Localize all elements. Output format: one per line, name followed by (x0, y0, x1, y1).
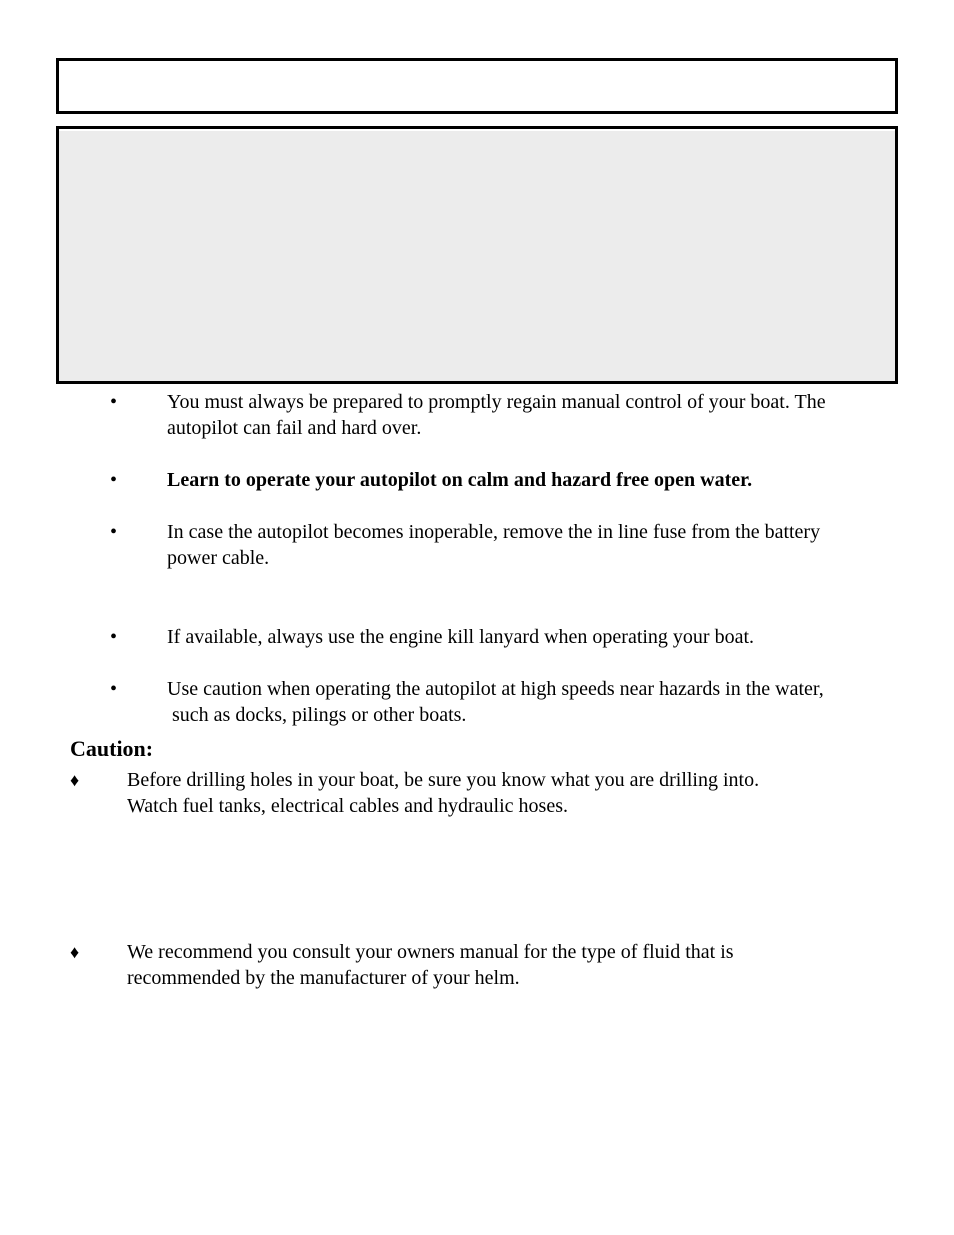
diamond-marker: ♦ (70, 942, 80, 962)
bullet-marker: • (110, 678, 118, 700)
diamond-marker: ♦ (70, 770, 80, 790)
warning-item-kill-lanyard: If available, always use the engine kill lanyard when operating your boat. (167, 626, 755, 648)
bullet-marker: • (110, 521, 118, 543)
warning-item-manual-control: You must always be prepared to promptly regain manual control of your boat. The autopilot can fail and hard over. (167, 391, 826, 439)
warning-item-remove-fuse: In case the autopilot becomes inoperable, remove the in line fuse from the battery power cable. (167, 521, 821, 569)
caution-item-fluid: We recommend you consult your owners manual for the type of fluid that is recommended by the manufacturer of your helm. (127, 941, 734, 989)
bullet-marker: • (110, 391, 118, 413)
caution-heading: Caution: (70, 736, 154, 761)
title-box (56, 58, 898, 114)
bullet-marker: • (110, 469, 118, 491)
warning-item-learn-operate: Learn to operate your autopilot on calm and hazard free open water. (167, 469, 753, 491)
warning-item-high-speeds: Use caution when operating the autopilot at high speeds near hazards in the water, such as docks, pilings or other boats. (167, 678, 824, 726)
bullet-marker: • (110, 626, 118, 648)
caution-item-drilling: Before drilling holes in your boat, be sure you know what you are drilling into. Watch fuel tanks, electrical cables and hydraulic hoses. (127, 769, 760, 817)
warning-box (56, 126, 898, 384)
